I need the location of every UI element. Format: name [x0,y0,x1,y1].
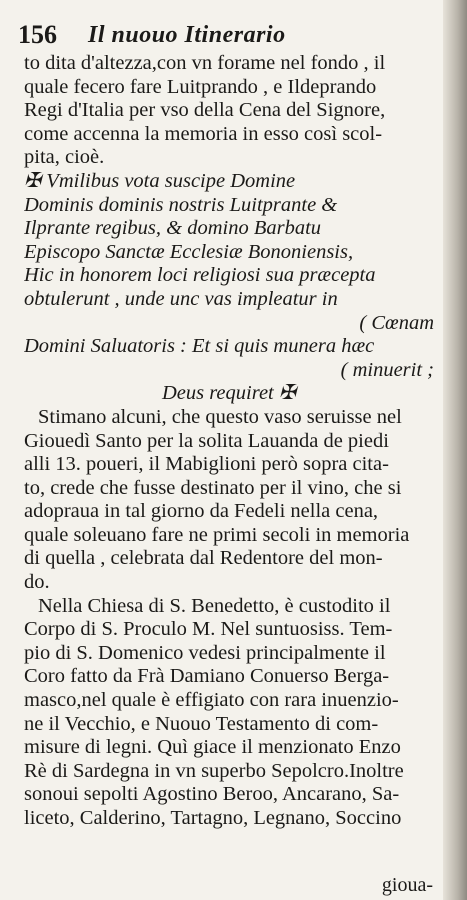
text-line: come accenna la memoria in esso così scol- [24,122,383,145]
text-line: Giouedì Santo per la solita Lauanda de piedi [24,429,389,452]
text-line: masco,nel quale è effigiato con rara inuenzio- [24,689,399,712]
text-line: alli 13. poueri, il Mabiglioni però sopra cita- [24,453,389,476]
text-line: Regi d'Italia per vso della Cena del Signore, [24,99,386,122]
running-title: Il nuouo Itinerario [88,22,286,48]
text-line: obtulerunt , unde unc vas impleatur in [24,287,338,310]
text-line: Nella Chiesa di S. Benedetto, è custodito il [38,594,391,617]
text-line: sonoui sepolti Agostino Beroo, Ancarano, Sa- [24,783,400,806]
text-line: ( Cœnam [359,311,434,334]
text-line: Stimano alcuni, che questo vaso seruisse nel [38,405,402,428]
text-line: to dita d'altezza,con vn forame nel fondo , il [24,52,386,74]
text-line: liceto, Calderino, Tartagno, Legnano, Soccino [24,807,402,829]
text-line: Ilprante regibus, & domino Barbatu [24,217,322,240]
text-line: Domini Saluatoris : Et si quis munera hæc [24,335,375,358]
text-line: ( minuerit ; [340,358,434,381]
text-line: do. [24,571,50,594]
text-line: to, crede che fusse destinato per il vino, che si [24,476,402,499]
text-line: Hic in honorem loci religiosi sua præcepta [24,264,376,287]
page-gutter [443,0,467,900]
text-line: Dominis dominis nostris Luitprante & [24,193,338,216]
text-line: ne il Vecchio, e Nuouo Testamento di com- [24,712,379,735]
text-line: di quella , celebrata dal Redentore del mon- [24,547,383,570]
text-line: quale soleuano fare ne primi secoli in memoria [24,523,410,546]
text-line: quale fecero fare Luitprando , e Ildeprando [24,75,377,98]
body-text [24,52,434,831]
text-line: ✠ Vmilibus vota suscipe Domine [24,169,296,192]
catchword: gioua- [381,874,433,896]
page-header [18,20,438,52]
text-line: pita, cioè. [24,146,105,169]
text-line: pio di S. Domenico vedesi principalmente il [24,641,386,664]
text-line: Corpo di S. Proculo M. Nel suntuosiss. Tem- [24,618,393,641]
text-line: Rè di Sardegna in vn superbo Sepolcro.Inoltre [24,759,404,782]
page-number: 156 [18,20,57,49]
text-line: Episcopo Sanctæ Ecclesiæ Bononiensis, [24,240,354,263]
text-line: misure di legni. Quì giace il menzionato Enzo [24,736,401,759]
text-line: Deus requiret ✠ [161,382,297,405]
text-line: adopraua in tal giorno da Fedeli nella cena, [24,500,379,523]
text-line: Coro fatto da Frà Damiano Conuerso Berga- [24,665,390,688]
